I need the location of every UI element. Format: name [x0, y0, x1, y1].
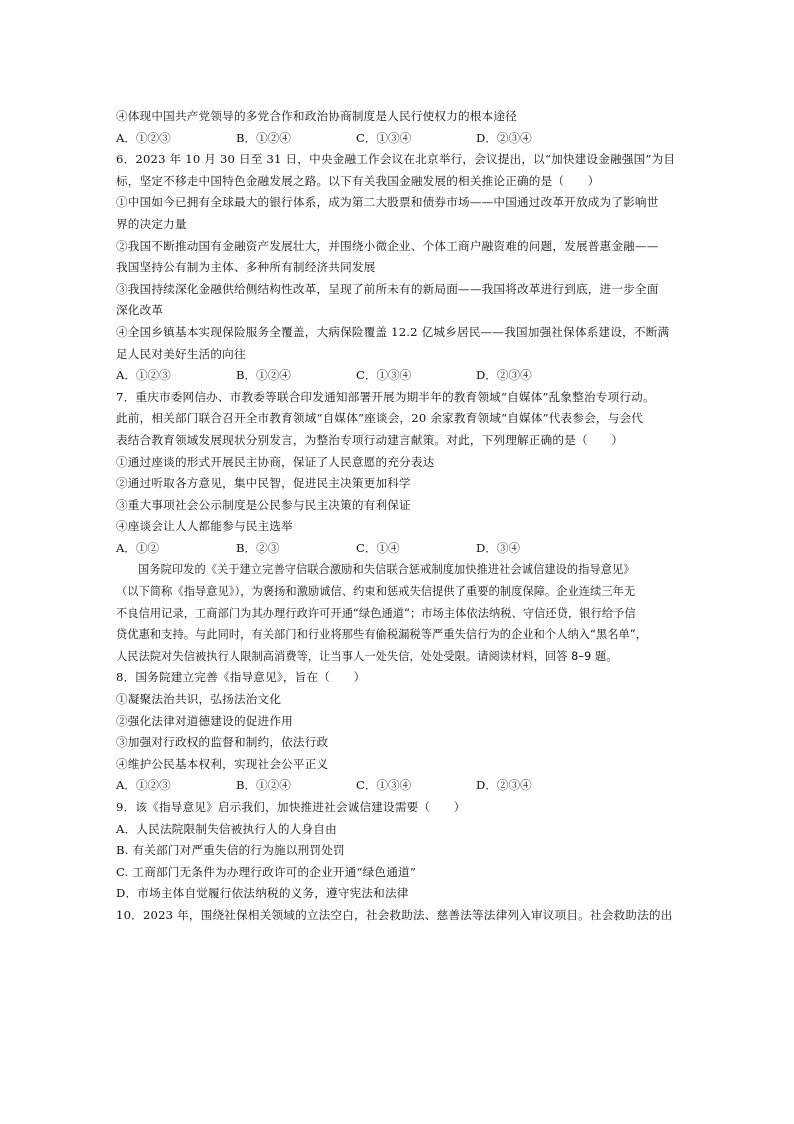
- q9-stem: 9．该《指导意见》启示我们，加快推进社会诚信建设需要（ ）: [116, 800, 466, 814]
- q7-option-d: D．③④: [476, 540, 521, 555]
- q5-options: [116, 128, 682, 150]
- q6-item-line: 深化改革: [116, 303, 164, 318]
- q7-item-2: ②通过听取各方意见，集中民智，促进民主决策更加科学: [116, 476, 411, 491]
- q5-option-b: B．①②④: [236, 130, 291, 145]
- q8-item-1: ①凝聚法治共识，弘扬法治文化: [116, 692, 282, 707]
- material-paragraph-line: 贷优惠和支持。与此同时，有关部门和行业将那些有偷税漏税等严重失信行为的企业和个人纳入“黑名单”，: [116, 628, 648, 642]
- material-paragraph-line: 国务院印发的《关于建立完善守信联合激励和失信联合惩戒制度加快推进社会诚信建设的指导意见》: [138, 563, 635, 577]
- q10-stem: 10．2023 年，围绕社保相关领域的立法空白，社会救助法、慈善法等法律列入审议项目。社会救助法的出: [116, 907, 673, 922]
- q8-option-c: C．①③④: [356, 778, 412, 793]
- material-paragraph-line: 不良信用记录，工商部门为其办理行政许可开通“绿色通道”；市场主体依法纳税、守信还贷，银行给予信: [116, 606, 636, 620]
- q6-stem-line-1: 6．2023 年 10 月 30 日至 31 日，中央金融工作会议在北京举行，会议提出，以“加快建设金融强国”为目: [116, 152, 676, 167]
- q8-option-b: B．①②④: [236, 778, 291, 793]
- q8-option-a: A．①②③: [116, 778, 171, 793]
- q6-stem-line-2: 标，坚定不移走中国特色金融发展之路。以下有关我国金融发展的相关推论正确的是（ ）: [116, 173, 600, 188]
- q8-stem: 8．国务院建立完善《指导意见》，旨在（ ）: [116, 670, 366, 685]
- q5-option-d: D．②③④: [476, 130, 532, 145]
- q6-option-b: B．①②④: [236, 368, 291, 383]
- q9-choice-a: A．人民法院限制失信被执行人的人身自由: [116, 821, 337, 836]
- q7-option-c: C．①④: [356, 540, 400, 555]
- material-paragraph-line: （以下简称《指导意见》），为褒扬和激励诚信、约束和惩戒失信提供了重要的制度保障。企业连续三年无: [116, 585, 636, 599]
- q8-option-d: D．②③④: [476, 778, 532, 793]
- q7-item-4: ④座谈会让人人都能参与民主选举: [116, 519, 293, 534]
- q5-option-a: A．①②③: [116, 130, 171, 145]
- q6-item-line: 我国坚持公有制为主体、多种所有制经济共同发展: [116, 260, 376, 275]
- material-paragraph-line: 人民法院对失信被执行人限制高消费等，让当事人一处失信，处处受限。请阅读材料，回答 8–9 题。: [116, 649, 618, 663]
- q6-item-line: ②我国不断推动国有金融资产发展壮大，并围绕小微企业、个体工商户融资难的问题，发展普惠金融——: [116, 238, 659, 253]
- q6-item-line: ③我国持续深化金融供给侧结构性改革，呈现了前所未有的新局面——我国将改革进行到底，进一步全面: [116, 281, 659, 296]
- q8-item-3: ③加强对行政权的监督和制约，依法行政: [116, 735, 329, 750]
- q9-choice-c: C. 工商部门无条件为办理行政许可的企业开通“绿色通道”: [116, 864, 416, 879]
- q5-item-4: ④体现中国共产党领导的多党合作和政治协商制度是人民行使权力的根本途径: [116, 109, 517, 123]
- q6-option-c: C．①③④: [356, 368, 412, 383]
- q5-option-c: C．①③④: [356, 130, 412, 145]
- q7-stem-line-3: 表结合教育领域发展现状分别发言，为整治专项行动建言献策。对此，下列理解正确的是（ ）: [116, 432, 624, 447]
- q6-item-line: 界的决定力量: [116, 216, 187, 231]
- exam-page: [116, 106, 682, 927]
- q8-item-4: ④维护公民基本权利，实现社会公平正义: [116, 756, 329, 771]
- q6-options: [116, 365, 682, 387]
- q7-item-1: ①通过座谈的形式开展民主协商，保证了人民意愿的充分表达: [116, 454, 435, 469]
- q7-options: [116, 538, 682, 560]
- q7-item-3: ③重大事项社会公示制度是公民参与民主决策的有利保证: [116, 497, 411, 512]
- q6-option-d: D．②③④: [476, 368, 532, 383]
- q7-option-b: B．②③: [236, 540, 280, 555]
- q7-option-a: A．①②: [116, 540, 160, 555]
- q7-stem-line-1: 7．重庆市委网信办、市教委等联合印发通知部署开展为期半年的教育领域“自媒体”乱象整治专项行动。: [116, 389, 655, 404]
- q9-choice-d: D．市场主体自觉履行依法纳税的义务，遵守宪法和法律: [116, 886, 409, 901]
- q9-choice-b: B. 有关部门对严重失信的行为施以刑罚处罚: [116, 843, 345, 858]
- q6-option-a: A．①②③: [116, 368, 171, 383]
- q6-item-line: ①中国如今已拥有全球最大的银行体系，成为第二大股票和债券市场——中国通过改革开放成为了影响世: [116, 195, 659, 210]
- q7-stem-line-2: 此前，相关部门联合召开全市教育领域“自媒体”座谈会，20 余家教育领域“自媒体”代表参会，与会代: [116, 411, 644, 426]
- q8-item-2: ②强化法律对道德建设的促进作用: [116, 713, 293, 728]
- q6-item-line: 足人民对美好生活的向往: [116, 346, 246, 361]
- q8-options: [116, 775, 682, 797]
- q6-item-line: ④全国乡镇基本实现保险服务全覆盖，大病保险覆盖 12.2 亿城乡居民——我国加强社保体系建设，不断满: [116, 324, 670, 339]
